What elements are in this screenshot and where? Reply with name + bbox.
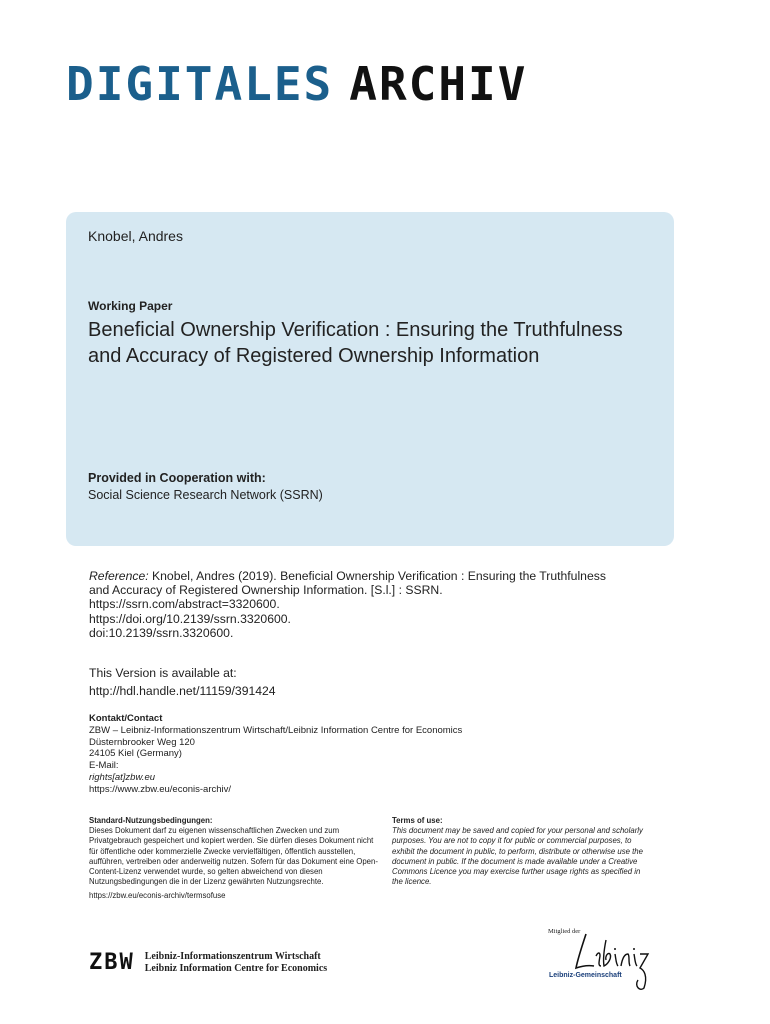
- reference-block: [89, 569, 659, 640]
- reference-url-doi[interactable]: https://doi.org/10.2139/ssrn.3320600.: [89, 611, 291, 626]
- terms-de-url[interactable]: https://zbw.eu/econis-archiv/termsofuse: [89, 891, 226, 901]
- reference-text: Knobel, Andres (2019). Beneficial Ownership Verification : Ensuring the Truthfulness: [152, 569, 606, 583]
- contact-web[interactable]: https://www.zbw.eu/econis-archiv/: [89, 783, 232, 795]
- reference-doi: doi:10.2139/ssrn.3320600.: [89, 625, 234, 640]
- svg-text:DIGITALESARCHIV: DIGITALES ARCHIV: [66, 60, 528, 110]
- cooperation-label: Provided in Cooperation with:: [88, 471, 266, 485]
- contact-email[interactable]: rights[at]zbw.eu: [89, 771, 156, 783]
- contact-block: [89, 713, 462, 796]
- cooperation-value: Social Science Research Network (SSRN): [88, 488, 323, 502]
- version-url[interactable]: http://hdl.handle.net/11159/391424: [89, 684, 276, 698]
- contact-city: 24105 Kiel (Germany): [89, 748, 182, 760]
- author-name: Knobel, Andres: [88, 228, 183, 244]
- terms-en-heading: Terms of use:: [392, 816, 443, 825]
- zbw-name: [145, 951, 327, 974]
- document-info-card: [66, 212, 674, 546]
- digitales-archiv-logo: [66, 60, 536, 110]
- contact-org: ZBW – Leibniz-Informationszentrum Wirtschaft/Leibniz Information Centre for Economics: [89, 724, 463, 736]
- document-type: Working Paper: [88, 299, 173, 313]
- zbw-name-en: Leibniz Information Centre for Economics: [144, 962, 328, 974]
- leibniz-logo: [548, 926, 658, 996]
- terms-en-body: This document may be saved and copied for your personal and scholarly purposes. You are not to copy it for public or commercial purposes, to exhibit the document in public, to perform, distribute or otherwise use the document in public. If the document is made available under a Creative Commons Licence you may exercise further usage rights as specified in the licence.: [392, 826, 643, 887]
- leibniz-signature-icon: [548, 926, 658, 996]
- reference-url-ssrn[interactable]: https://ssrn.com/abstract=3320600.: [89, 597, 280, 612]
- reference-line-2: and Accuracy of Registered Ownership Information. [S.l.] : SSRN.: [89, 583, 443, 598]
- zbw-mark: ZBW: [89, 950, 135, 975]
- terms-de-heading: Standard-Nutzungsbedingungen:: [89, 816, 213, 825]
- contact-street: Düsternbrooker Weg 120: [89, 736, 195, 748]
- leibniz-member-label: Mitglied der: [548, 928, 581, 935]
- terms-english: [392, 816, 652, 887]
- document-title: Beneficial Ownership Verification : Ensuring the Truthfulness and Accuracy of Registered Ownership Information: [88, 319, 623, 367]
- contact-email-line: [89, 760, 462, 784]
- contact-email-label: E-Mail:: [89, 760, 119, 772]
- version-block: [89, 664, 276, 700]
- reference-label: Reference:: [89, 569, 149, 583]
- leibniz-community-label: Leibniz-Gemeinschaft: [549, 972, 622, 979]
- zbw-name-de: Leibniz-Informationszentrum Wirtschaft: [144, 951, 321, 962]
- terms-de-body: Dieses Dokument darf zu eigenen wissenschaftlichen Zwecken und zum Privatgebrauch gespeichert und kopiert werden. Sie dürfen dieses Dokument nicht für öffentliche oder kommerzielle Zwecke vervielfältigen, öffentlich ausstellen, aufführen, vertreiben oder anderweitig nutzen. Sofern für das Dokument eine Open-Content-Lizenz verwendet wurde, so gelten abweichend von diesen Nutzungsbedingungen die in der Lizenz gewährten Nutzungsrechte.: [89, 826, 378, 887]
- contact-heading: Kontakt/Contact: [89, 713, 163, 724]
- version-label: This Version is available at:: [89, 666, 237, 680]
- zbw-logo: [89, 950, 327, 975]
- terms-german: [89, 816, 379, 902]
